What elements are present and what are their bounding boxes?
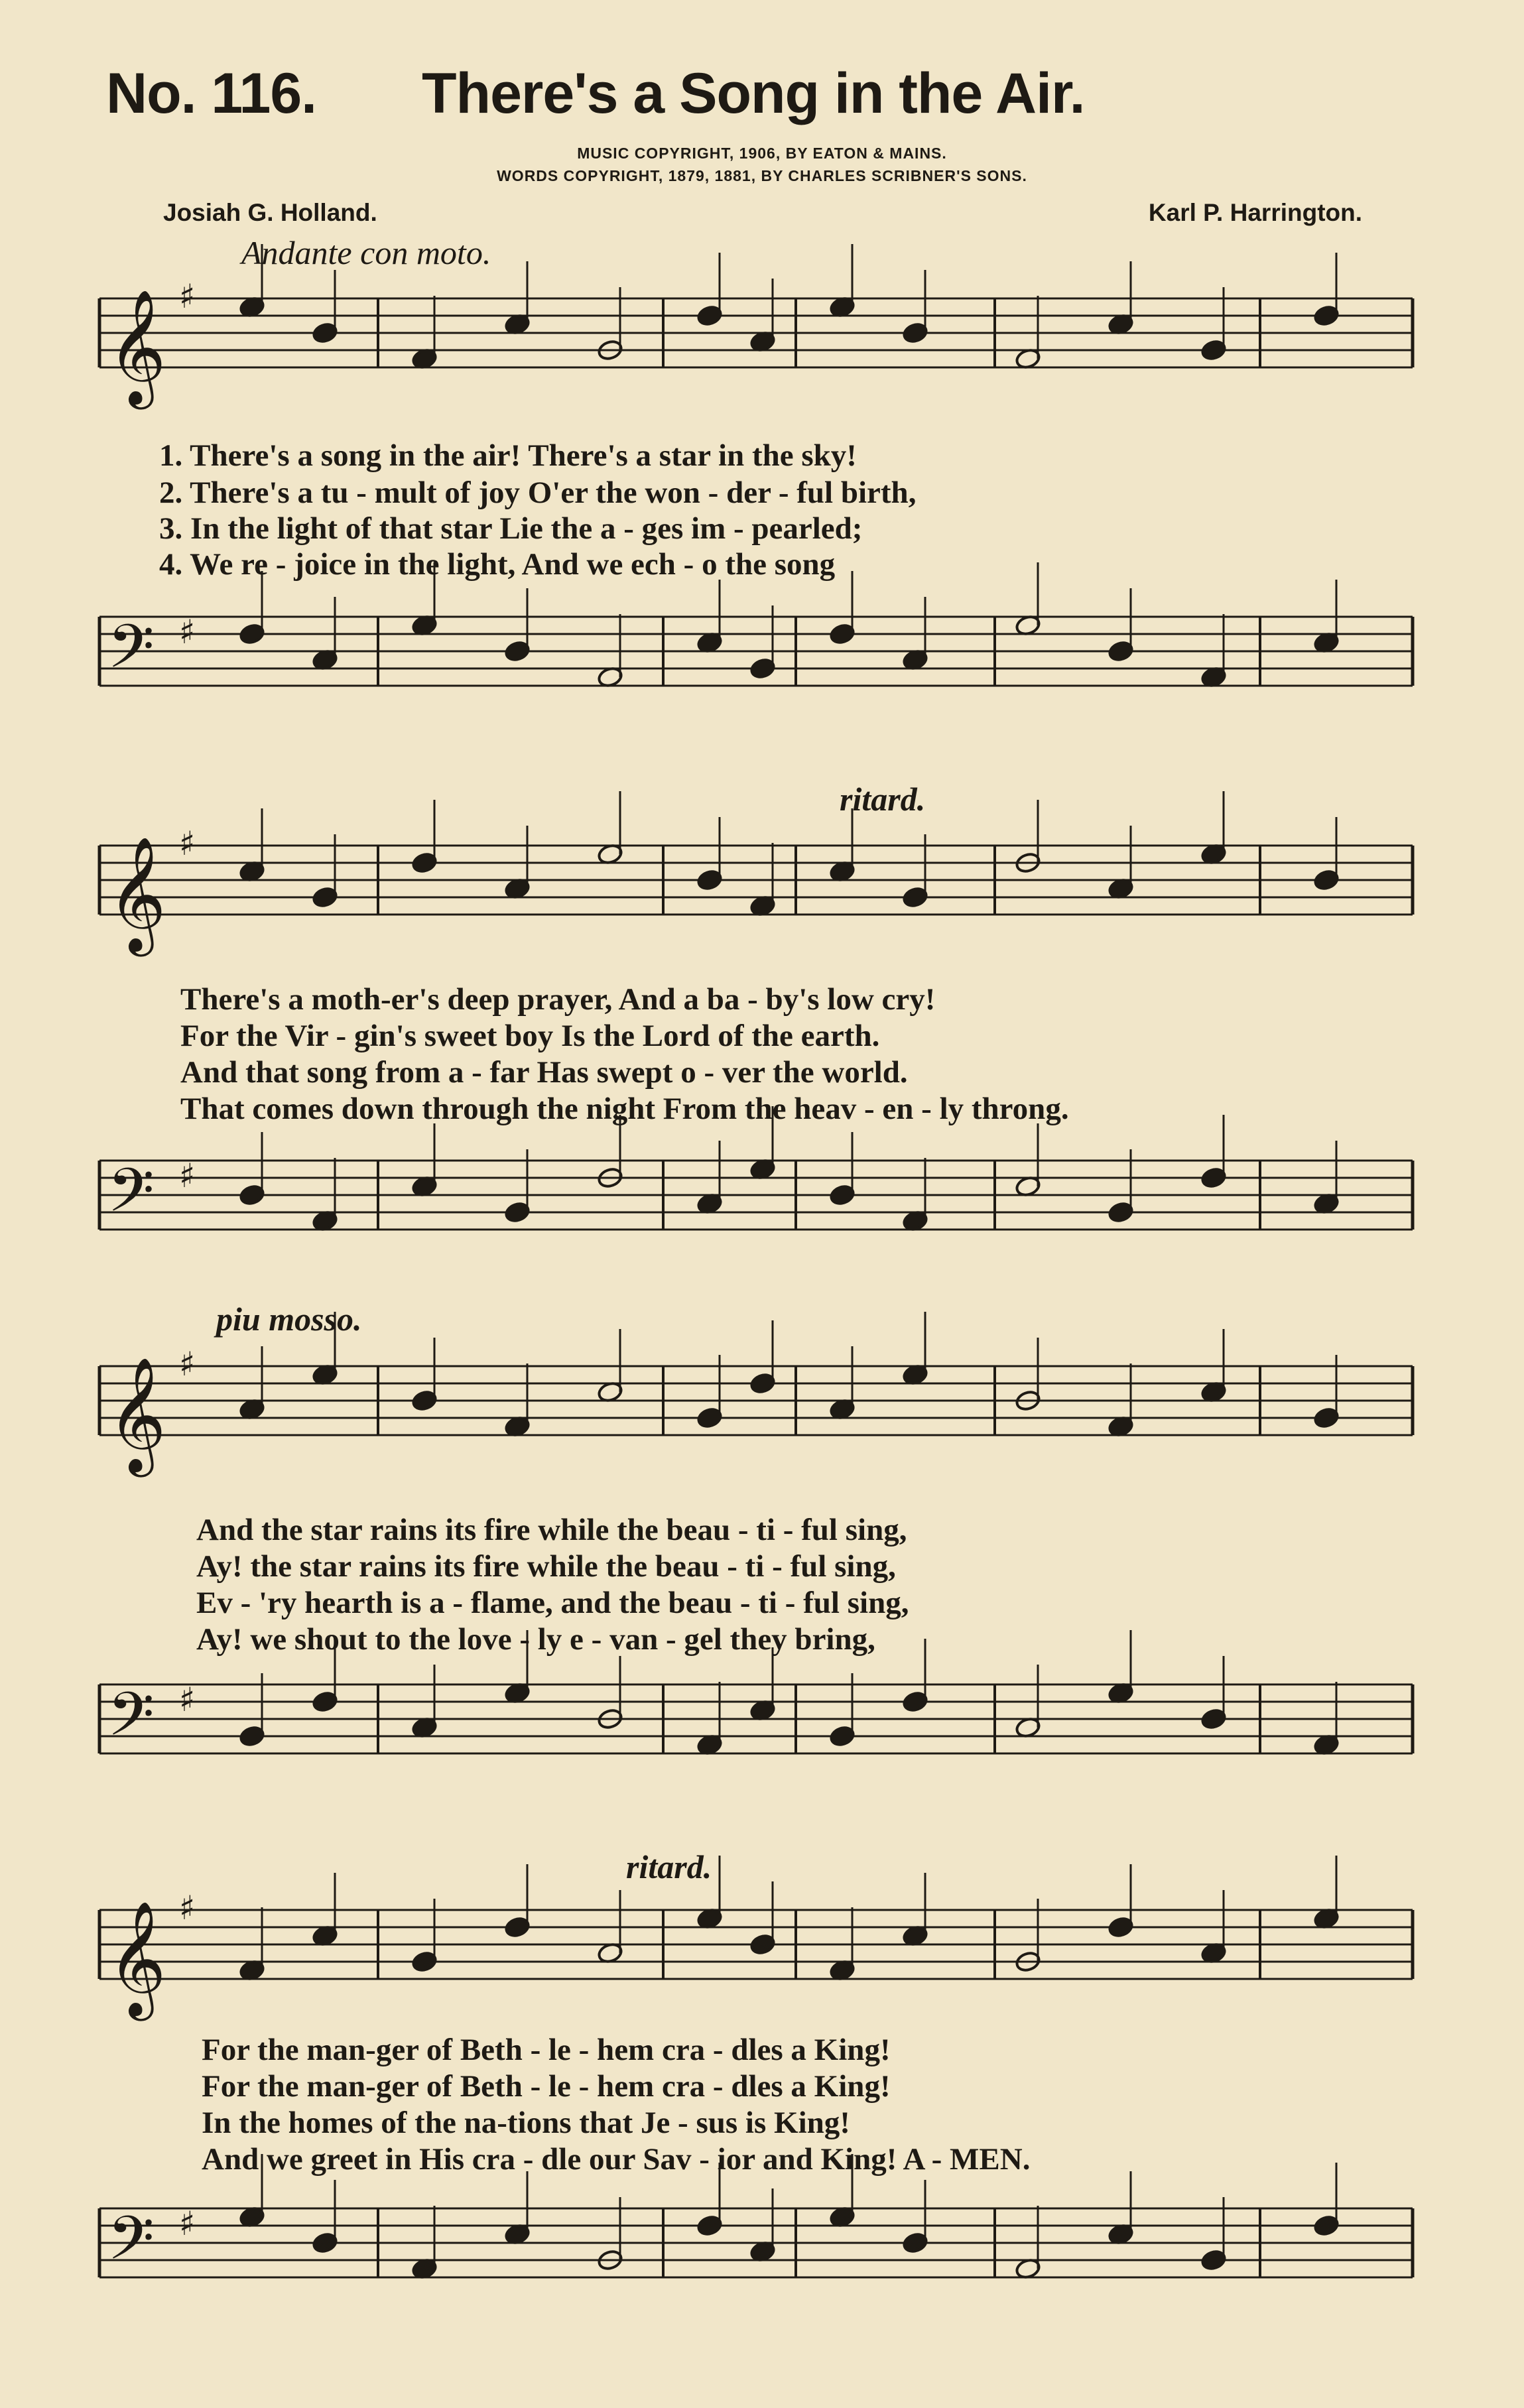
bass-clef-icon: 𝄢 [107, 2203, 155, 2288]
words-copyright: WORDS COPYRIGHT, 1879, 1881, BY CHARLES SCRIBNER'S SONS. [497, 167, 1027, 184]
sharp-icon: ♯ [179, 1889, 196, 1927]
treble-staff [0, 1346, 1524, 1505]
treble-staff [0, 1890, 1524, 2049]
bass-staff [0, 1141, 1524, 1313]
bass-staff [0, 2188, 1524, 2361]
verse-1-line: 1. There's a song in the air! There's a star in the sky! [159, 438, 857, 473]
verse-4-line: Ay! we shout to the love - ly e - van - gel they bring, [196, 1622, 875, 1657]
bass-staff [0, 1665, 1524, 1837]
bass-staff [0, 597, 1524, 743]
verse-4-line: 4. We re - joice in the light, And we ech - o the song [159, 547, 836, 582]
verse-3-line: 3. In the light of that star Lie the a - ges im - pearled; [159, 511, 863, 546]
bass-clef-icon: 𝄢 [107, 1155, 155, 1240]
verse-4-line: That comes down through the night From the heav - en - ly throng. [180, 1092, 1069, 1126]
ritard-marking: ritard. [626, 1848, 712, 1885]
verse-1-line: And the star rains its fire while the beau - ti - ful sing, [196, 1513, 907, 1547]
ritard-marking: ritard. [840, 781, 926, 818]
hymn-title: There's a Song in the Air. [422, 62, 1085, 125]
verse-1-line: There's a moth-er's deep prayer, And a ba - by's low cry! [180, 982, 936, 1017]
verse-3-line: Ev - 'ry hearth is a - flame, and the beau - ti - ful sing, [196, 1586, 909, 1620]
sharp-icon: ♯ [179, 1157, 196, 1195]
hymn-number: No. 116. [106, 62, 317, 125]
bass-clef-icon: 𝄢 [107, 1679, 155, 1764]
sharp-icon: ♯ [179, 613, 196, 651]
verse-2-line: For the Vir - gin's sweet boy Is the Lord of the earth. [180, 1019, 880, 1053]
sharp-icon: ♯ [179, 1345, 196, 1383]
treble-staff [0, 826, 1524, 985]
treble-clef-icon: 𝄞 [107, 1357, 166, 1472]
treble-clef-icon: 𝄞 [107, 289, 166, 405]
bass-clef-icon: 𝄢 [107, 611, 155, 696]
verse-3-line: And that song from a - far Has swept o - ver the world. [180, 1055, 908, 1090]
verse-2-line: Ay! the star rains its fire while the beau - ti - ful sing, [196, 1549, 896, 1584]
verse-4-line: And we greet in His cra - dle our Sav - ior and King! A - MEN. [202, 2142, 1031, 2177]
treble-clef-icon: 𝄞 [107, 836, 166, 952]
verse-1-line: For the man-ger of Beth - le - hem cra - dles a King! [202, 2033, 891, 2067]
piu-mosso-marking: piu mosso. [216, 1300, 362, 1338]
treble-staff [0, 279, 1524, 411]
composer: Karl P. Harrington. [1148, 199, 1362, 226]
tempo-marking: Andante con moto. [241, 234, 491, 271]
treble-clef-icon: 𝄞 [107, 1901, 166, 2016]
verse-3-line: In the homes of the na-tions that Je - sus is King! [202, 2106, 850, 2140]
sharp-icon: ♯ [179, 277, 196, 316]
sharp-icon: ♯ [179, 2204, 196, 2243]
verse-2-line: 2. There's a tu - mult of joy O'er the won - der - ful birth, [159, 475, 917, 510]
sharp-icon: ♯ [179, 824, 196, 863]
sharp-icon: ♯ [179, 1680, 196, 1719]
verse-2-line: For the man-ger of Beth - le - hem cra - dles a King! [202, 2069, 891, 2104]
music-copyright: MUSIC COPYRIGHT, 1906, BY EATON & MAINS. [577, 145, 947, 162]
lyricist: Josiah G. Holland. [163, 199, 377, 226]
